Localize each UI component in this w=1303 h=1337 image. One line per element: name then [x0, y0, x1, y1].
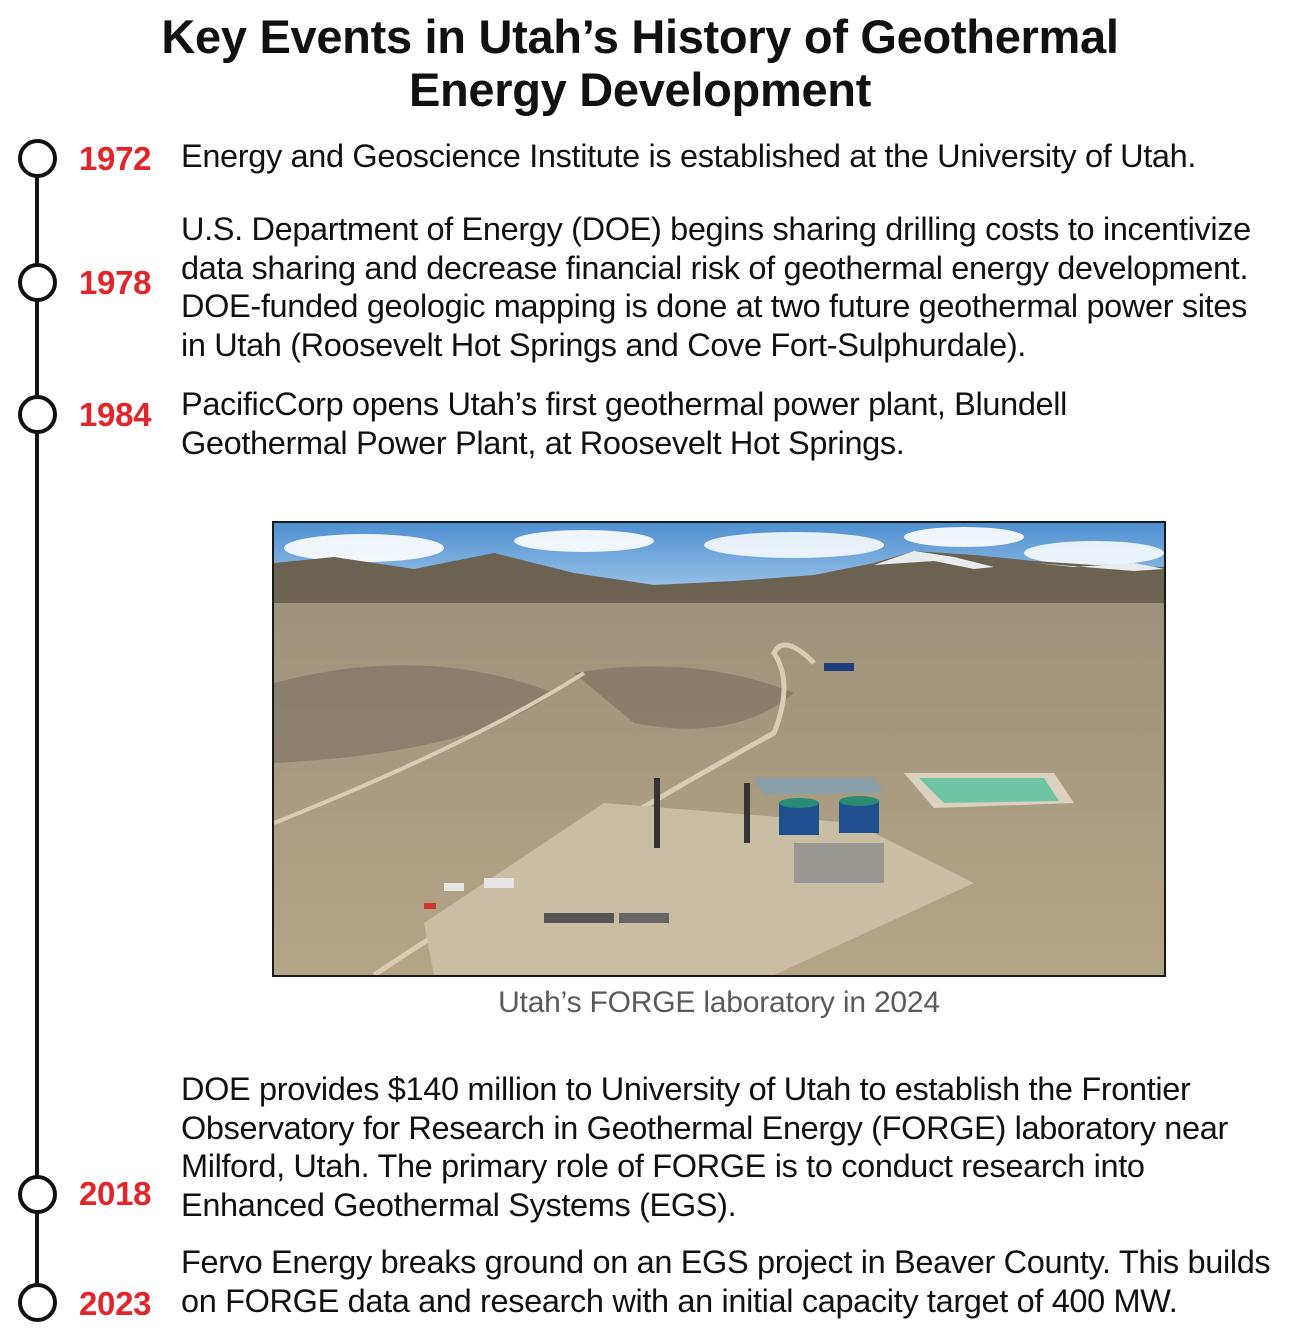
event-description — [181, 1243, 1296, 1320]
event-text-line: U.S. Department of Energy (DOE) begins sharing drilling costs to incentivize — [181, 211, 1251, 247]
event-text-line: Energy and Geoscience Institute is established at the University of Utah. — [181, 138, 1197, 174]
event-year: 2018 — [79, 1175, 152, 1212]
title-line-2: Energy Development — [408, 63, 872, 116]
event-text-line: Observatory for Research in Geothermal Energy (FORGE) laboratory near — [181, 1109, 1228, 1146]
timeline-node-1984 — [18, 395, 57, 434]
timeline-node-2018 — [18, 1175, 57, 1214]
event-text-line: Geothermal Power Plant, at Roosevelt Hot Springs. — [181, 424, 905, 461]
title-line-1: Key Events in Utah’s History of Geothermal — [161, 10, 1119, 63]
event-year: 2023 — [79, 1285, 152, 1322]
event-year: 1984 — [79, 396, 152, 433]
timeline-node-1978 — [18, 263, 57, 302]
event-year: 1972 — [79, 140, 152, 177]
event-text-line: Fervo Energy breaks ground on an EGS project in Beaver County. This builds — [181, 1244, 1271, 1280]
event-text-line: DOE-funded geologic mapping is done at two future geothermal power sites — [181, 288, 1247, 324]
event-text-line: in Utah (Roosevelt Hot Springs and Cove Fort-Sulphurdale). — [181, 326, 1026, 363]
event-text-line: Enhanced Geothermal Systems (EGS). — [181, 1186, 737, 1223]
event-text-line: data sharing and decrease financial risk of geothermal energy development. — [181, 249, 1249, 286]
timeline-node-1972 — [18, 139, 57, 178]
timeline-node-2023 — [18, 1283, 57, 1322]
page-title — [0, 10, 1280, 116]
event-description — [181, 210, 1296, 364]
event-description — [181, 1070, 1296, 1224]
event-text-line: on FORGE data and research with an initial capacity target of 400 MW. — [181, 1282, 1178, 1319]
event-text-line: Milford, Utah. The primary role of FORGE is to conduct research into — [181, 1148, 1145, 1184]
event-year: 1978 — [79, 264, 152, 301]
forge-laboratory-photo — [272, 521, 1166, 977]
timeline-line — [35, 160, 39, 1303]
aerial-landscape-illustration — [274, 523, 1164, 975]
event-text-line: PacificCorp opens Utah’s first geothermal power plant, Blundell — [181, 386, 1068, 422]
event-text-line: DOE provides $140 million to University of Utah to establish the Frontier — [181, 1071, 1191, 1107]
event-description — [181, 385, 1296, 462]
photo-caption: Utah’s FORGE laboratory in 2024 — [498, 986, 940, 1019]
event-description — [181, 137, 1296, 176]
